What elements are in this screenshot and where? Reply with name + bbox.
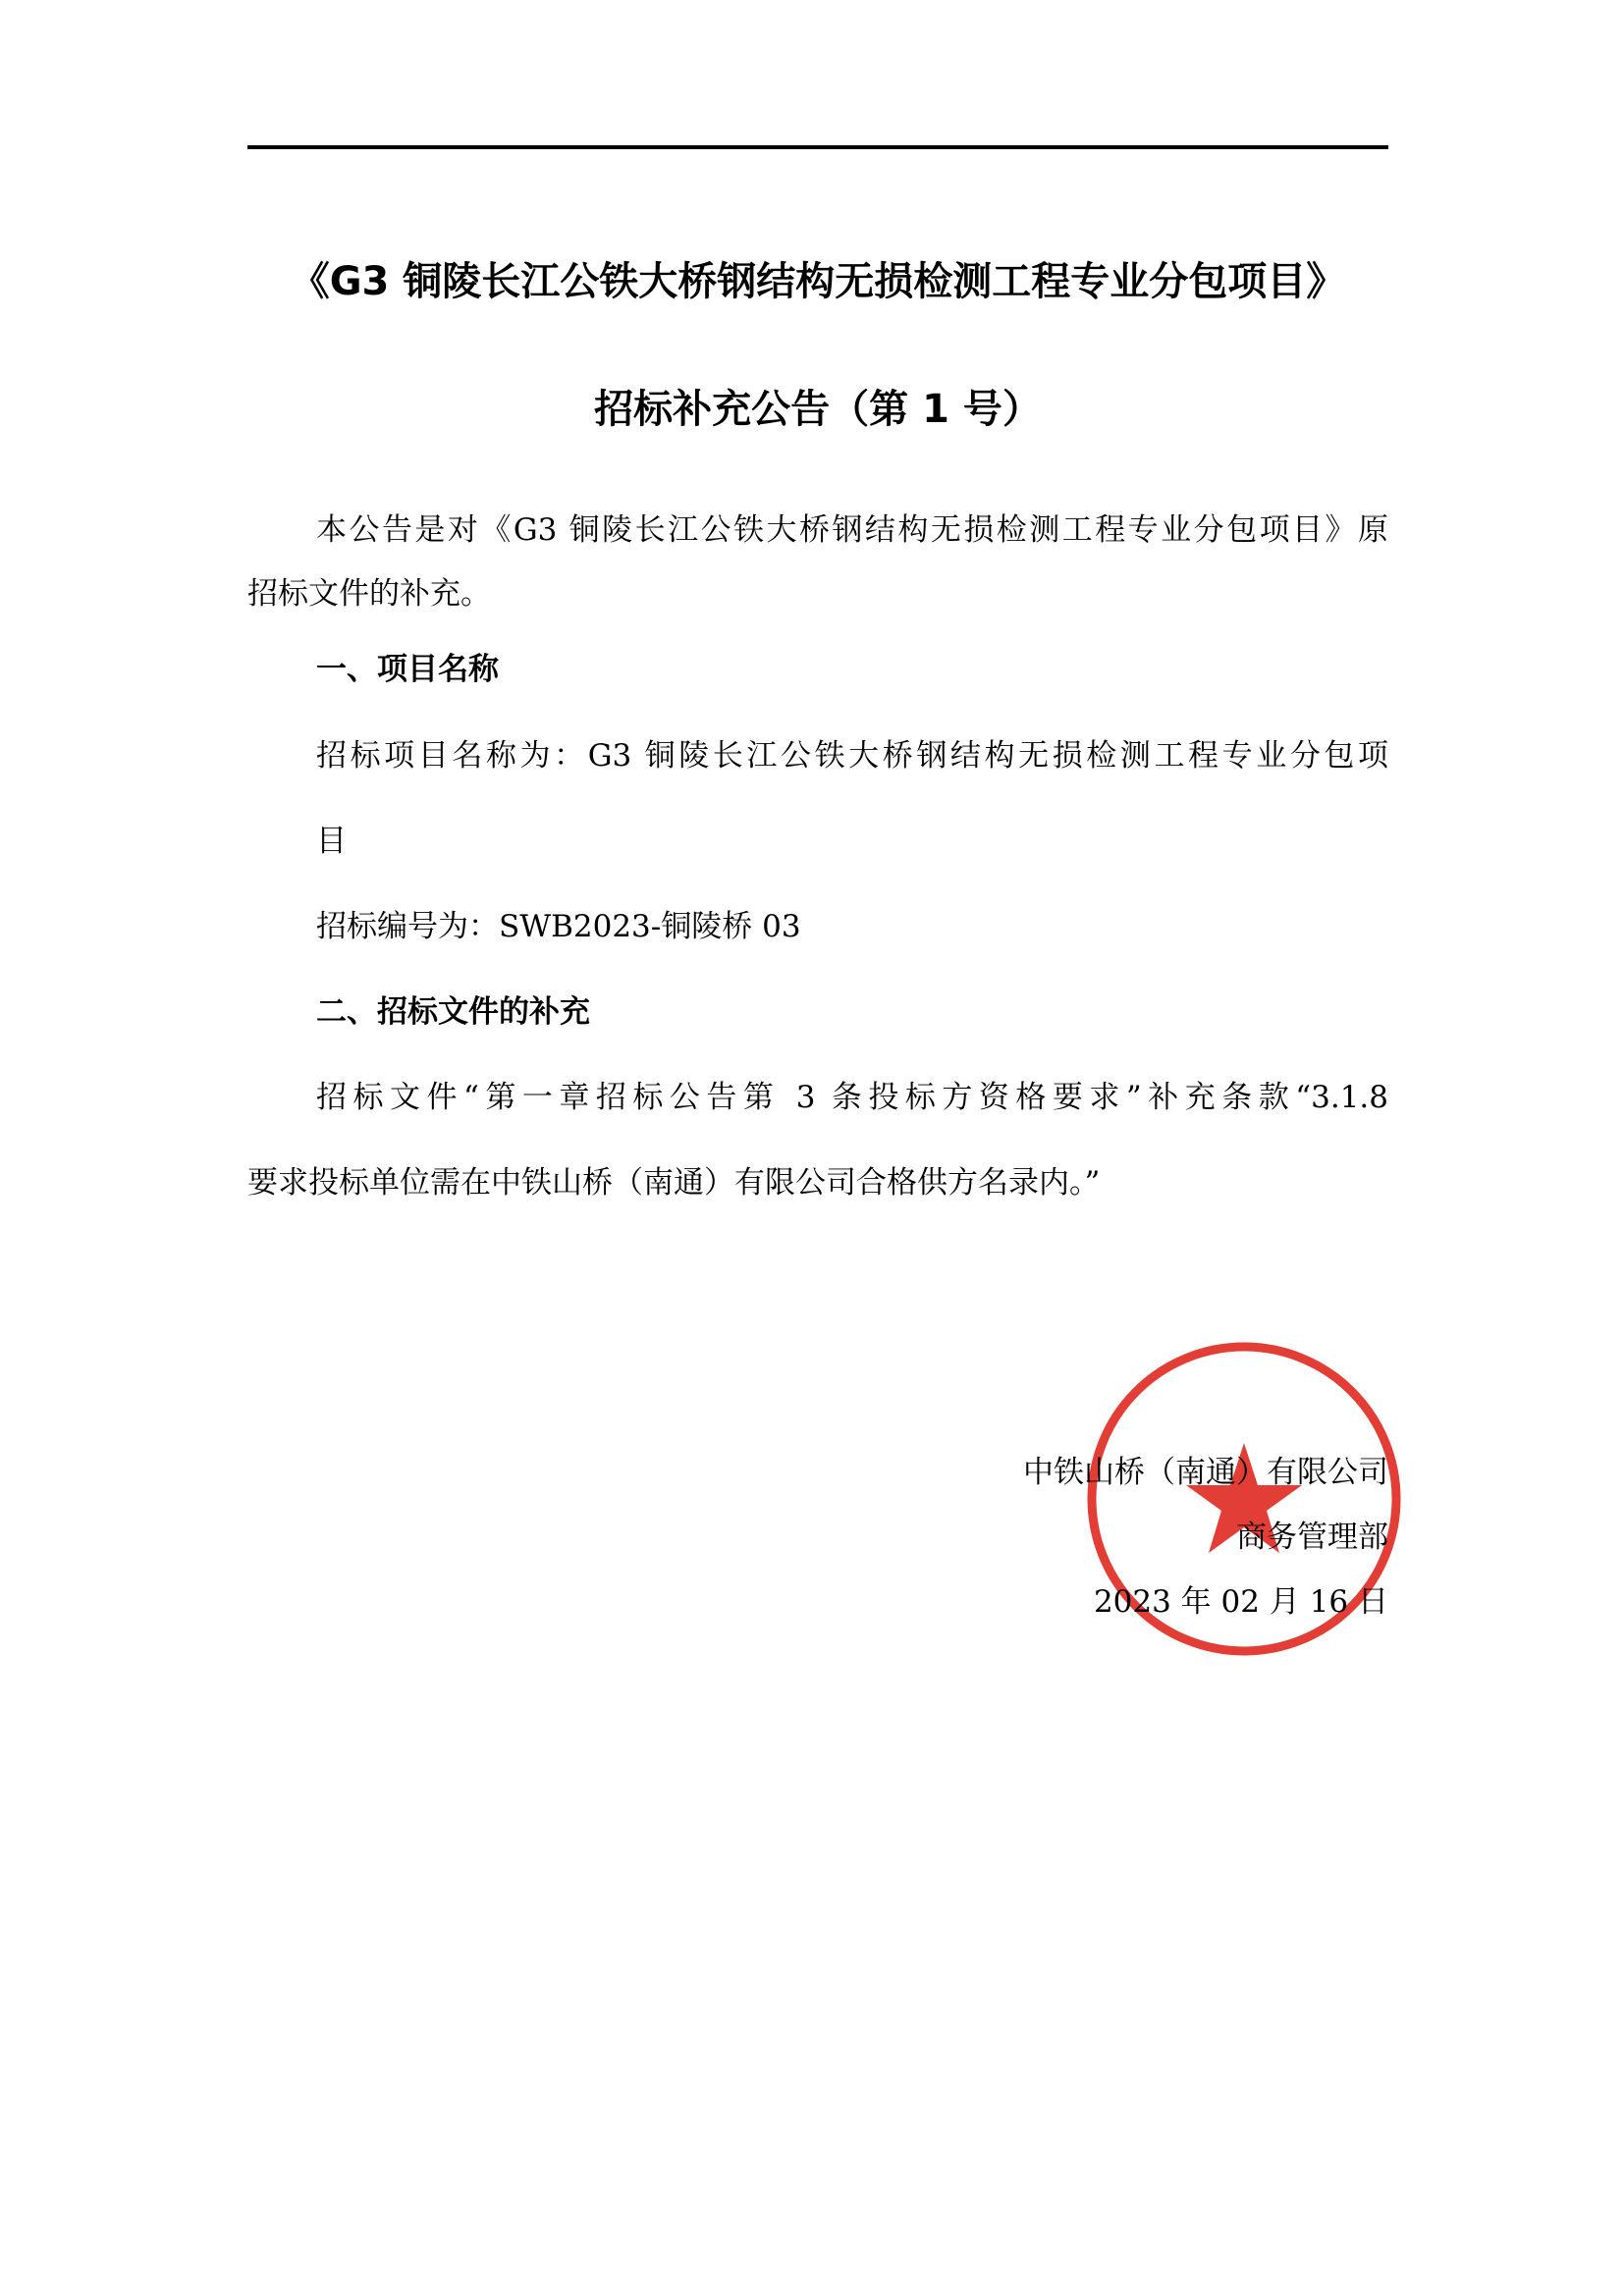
section1-heading: 一、项目名称 — [316, 652, 499, 687]
header-rule — [247, 145, 1388, 149]
supplement-line-2: 要求投标单位需在中铁山桥（南通）有限公司合格供方名录内。” — [247, 1165, 1101, 1201]
signature-date: 2023 年 02 月 16 日 — [1093, 1584, 1388, 1620]
document-subtitle: 招标补充公告（第 1 号） — [594, 387, 1042, 432]
project-number: 招标编号为：SWB2023-铜陵桥 03 — [316, 909, 801, 944]
section2-heading: 二、招标文件的补充 — [316, 994, 590, 1030]
supplement-line-1: 招标文件“第一章招标公告第 3 条投标方资格要求”补充条款“3.1.8 — [316, 1080, 1388, 1115]
signature-company: 中铁山桥（南通）有限公司 — [1023, 1455, 1388, 1490]
signature-department: 商务管理部 — [1236, 1520, 1388, 1555]
intro-line-1: 本公告是对《G3 铜陵长江公铁大桥钢结构无损检测工程专业分包项目》原 — [316, 512, 1388, 548]
document-title: 《G3 铜陵长江公铁大桥钢结构无损检测工程专业分包项目》 — [290, 259, 1346, 304]
intro-line-2: 招标文件的补充。 — [247, 576, 491, 612]
project-name-line-2: 目 — [316, 824, 347, 859]
project-name-line-1: 招标项目名称为：G3 铜陵长江公铁大桥钢结构无损检测工程专业分包项 — [316, 738, 1388, 774]
